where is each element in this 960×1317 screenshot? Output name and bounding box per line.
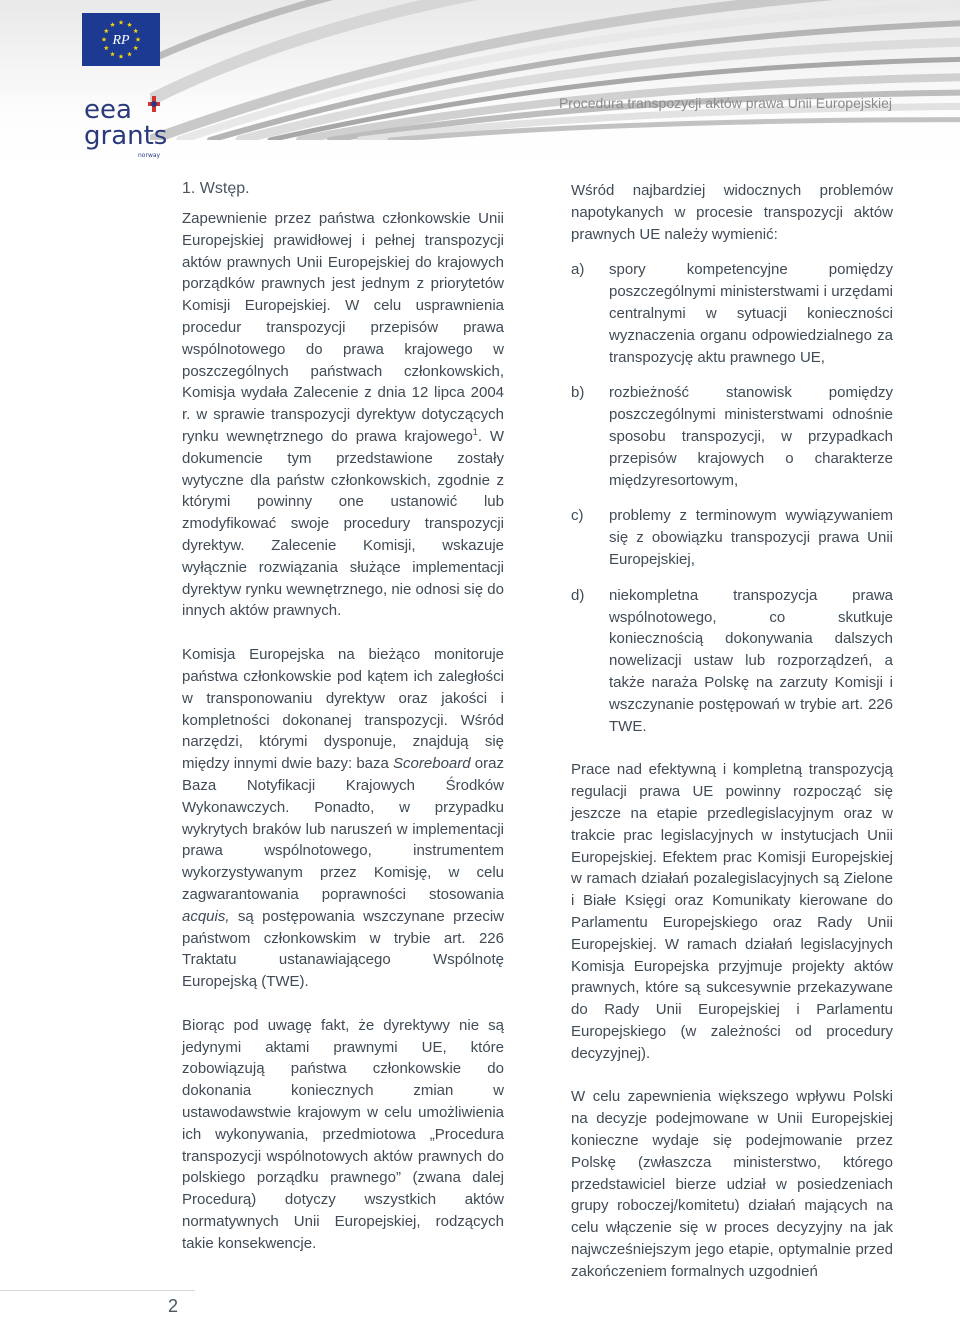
footer-divider: [0, 1290, 195, 1291]
problem-list: [571, 259, 893, 737]
logo-text-eea: eea: [84, 95, 132, 125]
list-item: b) rozbieżność stanowisk pomiędzy poszczególnymi ministerstwami odnośnie sposobu transpozycji, w przypadkach przepisów krajowych o charakterze międzyresortowym,: [571, 384, 893, 489]
logo-text-grants: grants: [84, 121, 168, 151]
left-paragraph-2: Komisja Europejska na bieżąco monitoruje państwa członkowskie pod kątem ich zaległości w transponowaniu dyrektyw oraz jakości i kompletności dokonanej transpozycji. Wśród narzędzi, którymi dysponuje, znajdują się między innymi dwie bazy: baza Scoreboard oraz Baza Notyfikacji Krajowych Środków Wykonawczych. Ponadto, w przypadku wykrytych braków lub naruszeń w implementacji prawa wspólnotowego, instrumentem wykorzystywanym przez Komisję, w celu zagwarantowania poprawności stosowania acquis, są postępowania wszczynane przeciw państwom członkowskim w trybie art. 226 Traktatu ustanawiającego Wspólnotę Europejską (TWE).: [182, 646, 504, 991]
left-paragraph-3: Biorąc pod uwagę fakt, że dyrektywy nie są jedynymi aktami prawnymi UE, które zobowiązują państwa członkowskie do dokonania koniecznych zmian w ustawodawstwie krajowym w celu umożliwienia ich wykonywania, przedmiotowa „Procedura transpozycji wspólnotowych aktów prawnych do polskiego porządku prawnego” (zwana dalej Procedurą) dotyczy wszystkich aktów normatywnych Unii Europejskiej, rodzących takie konsekwencje.: [182, 1016, 504, 1252]
flag-monogram: RP: [112, 33, 130, 48]
right-paragraph-2: Prace nad efektywną i kompletną transpozycją regulacji prawa UE powinny rozpocząć się jeszcze na etapie przedlegislacyjnym oraz w trakcie prac legislacyjnych w instytucjach Unii Europejskiej. Efektem prac Komisji Europejskiej w ramach działań pozalegislacyjnych są Zielone i Białe Księgi oraz Komunikaty kierowane do Parlamentu Europejskiego oraz Rady Unii Europejskiej. W ramach działań legislacyjnych Komisja Europejska przyjmuje projekty aktów prawnych, które są sukcesywnie przekazywane do Rady Unii Europejskiej i Parlamentu Europejskiego (w zależności od procedury decyzyjnej).: [571, 761, 893, 1062]
right-intro: Wśród najbardziej widocznych problemów napotykanych w procesie transpozycji aktów prawnych UE należy wymienić:: [571, 182, 893, 243]
left-paragraph-1: Zapewnienie przez państwa członkowskie Unii Europejskiej prawidłowej i pełnej transpozycji aktów prawnych Unii Europejskiej do krajowych porządków prawnych jest jednym z priorytetów Komisji Europejskiej. W celu usprawnienia procedur transpozycji przepisów prawa wspólnotowego do prawa krajowego w poszczególnych państwach członkowskich, Komisja wydała Zalecenie z dnia 12 lipca 2004 r. w sprawie transpozycji dyrektyw dotyczących rynku wewnętrznego do prawa krajowego$^1$. W dokumencie tym przedstawione zostały wytyczne dla państw członkowskich, zgodnie z którymi powinny one ustanowić lub zmodyfikować swoje procedury transpozycji dyrektyw. Zalecenie Komisji, wskazuje wyłącznie rozwiązania służące implementacji dyrektyw rynku wewnętrznego, nie odnosi się do innych aktów prawnych.: [182, 210, 505, 620]
header-title: Procedura transpozycji aktów prawa Unii Europejskiej: [558, 95, 892, 111]
eu-flag: [82, 13, 160, 66]
eea-grants-logo-icon: [82, 90, 172, 160]
logo-cross-mark: [148, 96, 160, 112]
page-number: 2: [168, 1296, 179, 1316]
section-title: 1. Wstęp.: [182, 180, 250, 197]
list-item: d) niekompletna transpozycja prawa wspólnotowego, co skutkuje koniecznością dokonywania dalszych nowelizacji ustaw lub rozporządzeń, a także naraża Polskę na zarzuty Komisji i wszczynanie postępowań w trybie art. 226 TWE.: [571, 586, 893, 735]
footnote-ref: 1: [472, 426, 478, 437]
right-column: [571, 180, 893, 1283]
right-paragraph-3: W celu zapewnienia większego wpływu Polski na decyzje podejmowane w Unii Europejskiej konieczne wydaje się podejmowanie przez Polskę (zwłaszcza ministerstwo, którego przedstawiciel bierze udział w posiedzeniach grupy roboczej/komitetu) działań mających na celu włączenie się w proces decyzyjny na jak najwcześniejszym jego etapie, optymalnie przed zakończeniem formalnych uzgodnień: [571, 1088, 893, 1280]
left-column: [182, 208, 504, 1255]
list-item: c) problemy z terminowym wywiązywaniem się z obowiązku transpozycji prawa Unii Europejskiej,: [571, 507, 893, 568]
eu-flag-icon: [82, 13, 160, 66]
eea-grants-logo: [82, 90, 172, 160]
logo-text-norway: norway: [138, 152, 161, 159]
list-item: a) spory kompetencyjne pomiędzy poszczególnymi ministerstwami i urzędami centralnymi w sytuacji konieczności wyznaczenia organu odpowiedzialnego za transpozycję aktu prawnego UE,: [571, 261, 893, 366]
paper-pages-decoration: [150, 0, 960, 140]
